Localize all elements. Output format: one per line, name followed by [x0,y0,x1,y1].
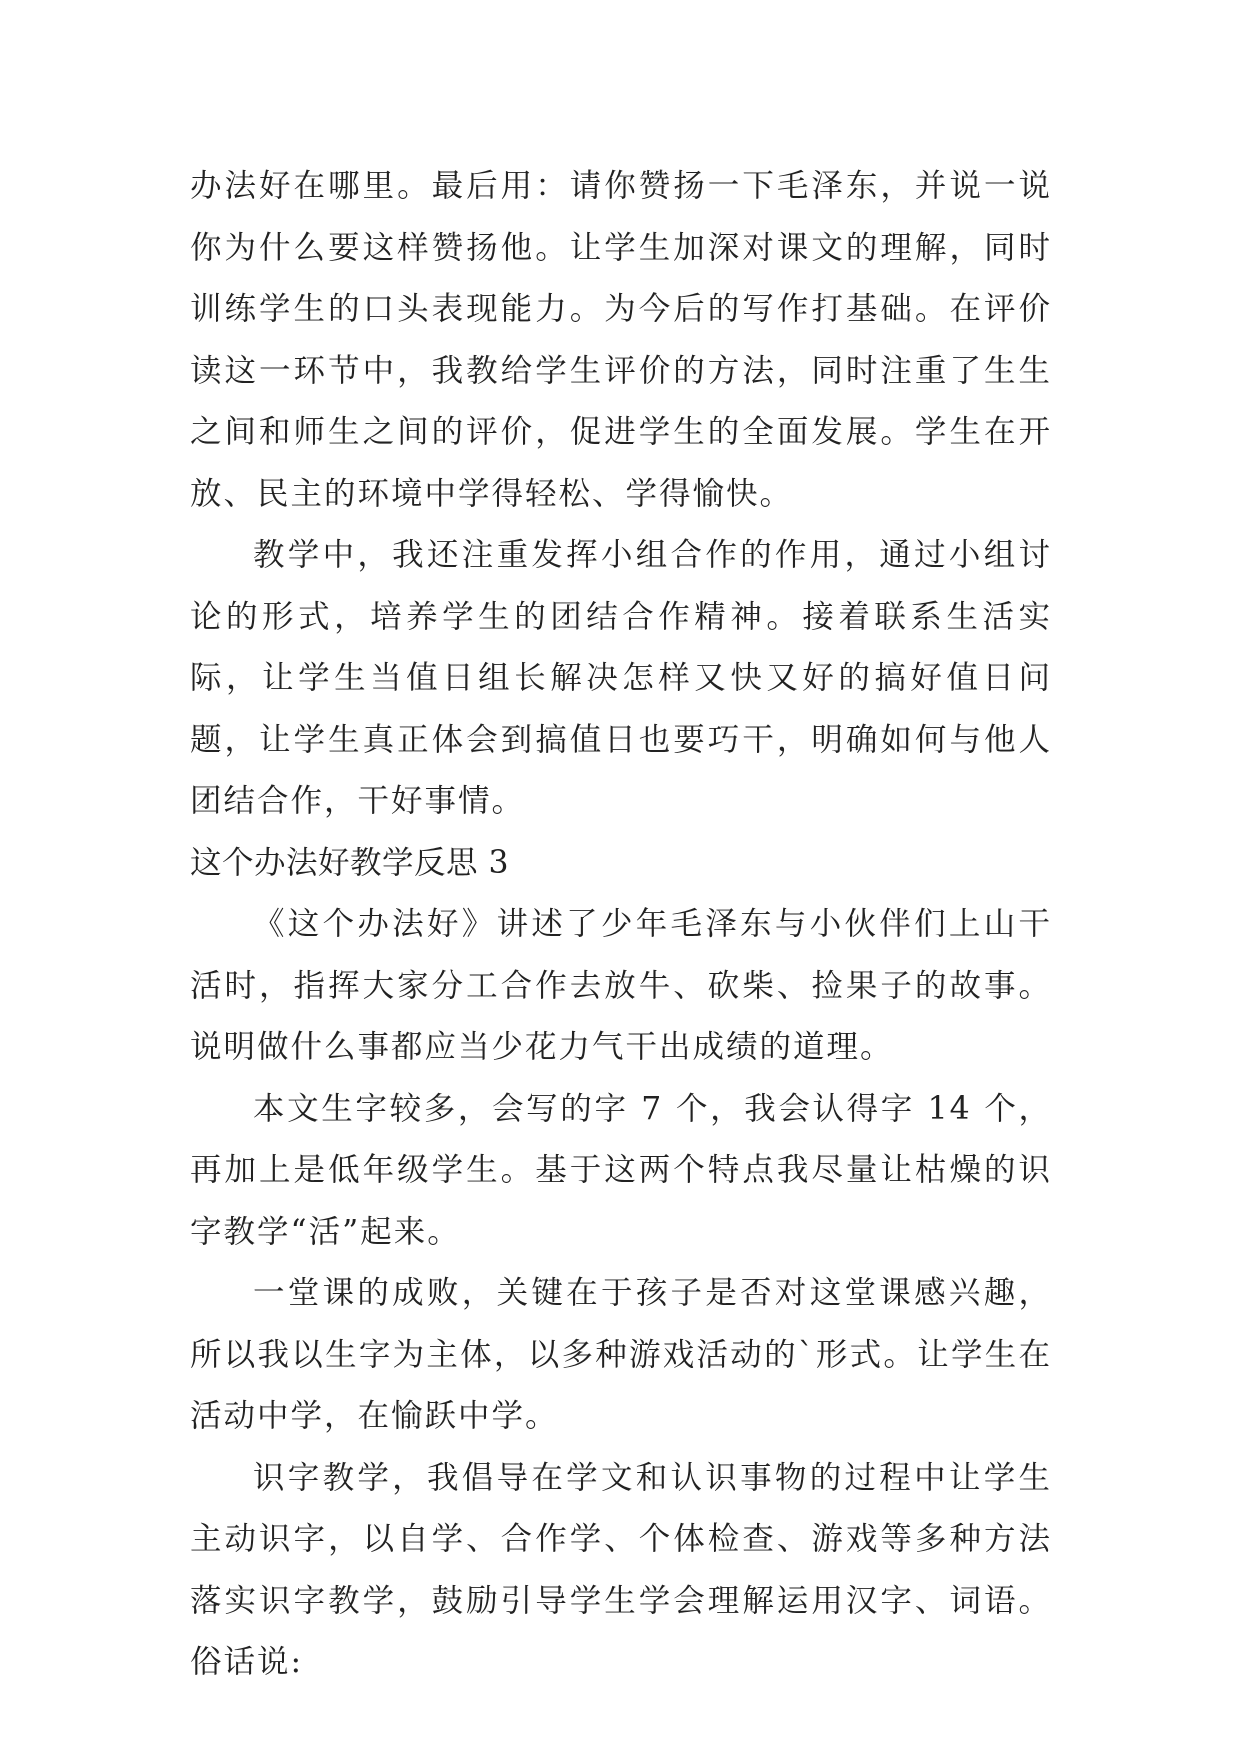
section-heading: 这个办法好教学反思 3 [190,844,510,881]
paragraph: 《这个办法好》讲述了少年毛泽东与小伙伴们上山干活时，指挥大家分工合作去放牛、砍柴、捡果子的故事。说明做什么事都应当少花力气干出成绩的道理。 [190,906,1052,1065]
document-page [190,156,1052,1694]
paragraph: 教学中，我还注重发挥小组合作的作用，通过小组讨论的形式，培养学生的团结合作精神。接着联系生活实际，让学生当值日组长解决怎样又快又好的搞好值日问题，让学生真正体会到搞值日也要巧干，明确如何与他人团结合作，干好事情。 [190,537,1052,819]
paragraph-continuation: 办法好在哪里。最后用：请你赞扬一下毛泽东，并说一说你为什么要这样赞扬他。让学生加深对课文的理解，同时训练学生的口头表现能力。为今后的写作打基础。在评价读这一环节中，我教给学生评价的方法，同时注重了生生之间和师生之间的评价，促进学生的全面发展。学生在开放、民主的环境中学得轻松、学得愉快。 [190,168,1052,512]
paragraph: 识字教学，我倡导在学文和认识事物的过程中让学生主动识字，以自学、合作学、个体检查、游戏等多种方法落实识字教学，鼓励引导学生学会理解运用汉字、词语。俗话说: [190,1459,1052,1680]
paragraph: 本文生字较多，会写的字 7 个，我会认得字 14 个，再加上是低年级学生。基于这两个特点我尽量让枯燥的识字教学“活”起来。 [190,1090,1052,1250]
paragraph: 一堂课的成败，关键在于孩子是否对这堂课感兴趣，所以我以生字为主体，以多种游戏活动的`形式。让学生在活动中学，在愉跃中学。 [190,1275,1052,1434]
